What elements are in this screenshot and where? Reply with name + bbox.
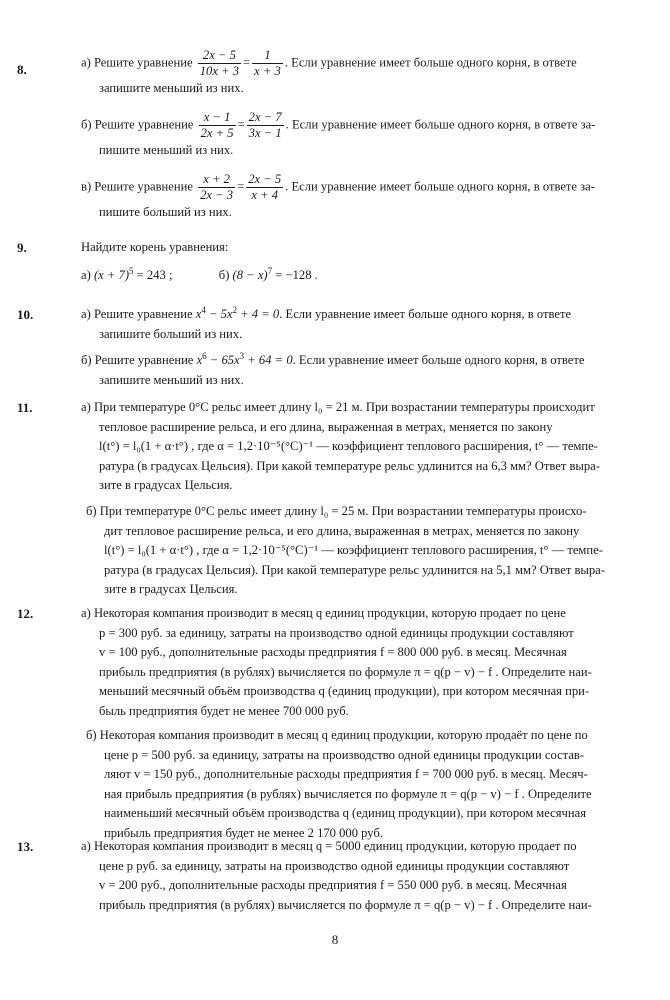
problem-9-items: а) $(x + 7)^5 = 243$ ; б) $(8 - x)^7 = -128$ . xyxy=(81,265,318,282)
problem-number: 10. xyxy=(17,307,34,322)
problem-8c-line2: пишите больший из них. xyxy=(99,205,232,219)
problem-11b: б) При температуре 0°C рельс имеет длину l₀ = 25 м. При возрастании температуры происхо- дит тепловое расширение рельса, и его длина, выраженная в метрах, меняется по закону l(t°) = l₀(1 + α·t°) , где α = 1,2·10⁻⁵(°C)⁻¹ — коэффициент теплового расширения, t° — темпе- ратура (в градусах Цельсия). При какой температуре рельс удлинится на 5,1 мм? Ответ выра- зите в градусах Цельсия. xyxy=(86,504,605,596)
problem-8b-line2: пишите меньший из них. xyxy=(99,143,234,157)
problem-12a: а) Некоторая компания производит в месяц q единиц продукции, которую продает по цене p = 300 руб. за единицу, затраты на производство одной единицы продукции составляют v = 100 руб., дополнительные расходы предприятия f = 800 000 руб. в месяц. Месячная прибыль предприятия (в рублях) вычисляется по формуле π = q(p − v) − f . Определите наи- меньший месячный объём производства q (единиц продукции), при котором месячная при- быль предприятия будет не менее 700 000 руб. xyxy=(81,606,592,718)
problem-number: 13. xyxy=(17,839,34,854)
problem-8a-line1: а) Решите уравнение $\frac{2x - 5}{10x + 3}$ = $\frac{1}{x + 3}$ . Если уравнение имеет больше одного корня, в ответе xyxy=(81,48,577,78)
fraction: $\frac{x + 2}{2x - 3}$ xyxy=(200,172,234,202)
problem-8b-line1: б) Решите уравнение $\frac{x - 1}{2x + 5}$ = $\frac{2x - 7}{3x - 1}$ . Если уравнение имеет больше одного корня, в ответе за- xyxy=(81,110,596,140)
problem-13a: а) Некоторая компания производит в месяц q = 5000 единиц продукции, которую продает по цене p руб. за единицу, затраты на производство одной единицы продукции составляют v = 200 руб., дополнительные расходы предприятия f = 550 000 руб. в месяц. Месячная прибыль предприятия (в рублях) вычисляется по формуле π = q(p − v) − f . Определите наи- xyxy=(81,839,592,912)
problem-12b: б) Некоторая компания производит в месяц q единиц продукции, которую продаёт по цене по цене p = 500 руб. за единицу, затраты на производство одной единицы продукции состав- ляют v = 150 руб., дополнительные расходы предприятия f = 700 000 руб. в месяц. Месяч- ная прибыль предприятия (в рублях) вычисляется по формуле π = q(p − v) − f . Определите наименьший месячный объём производства q (единиц продукции), при котором месячная прибыль предприятия будет не менее 2 170 000 руб. xyxy=(86,728,592,840)
fraction: $\frac{2x - 7}{3x - 1}$ xyxy=(248,110,282,140)
problem-9-text: Найдите корень уравнения: xyxy=(81,240,229,254)
problem-9-body xyxy=(81,238,641,285)
problem-8c xyxy=(81,172,641,223)
problem-8a-line2: запишите меньший из них. xyxy=(99,81,244,95)
page-number: 8 xyxy=(331,932,339,947)
problem-number: 11. xyxy=(17,400,33,415)
problem-10a: а) Решите уравнение $x^4 - 5x^2 + 4 = 0$. Если уравнение имеет больше одного корня, в ответе запишите больший из них. xyxy=(81,304,572,341)
problem-number: 9. xyxy=(17,240,27,255)
problem-number: 8. xyxy=(17,62,27,77)
problem-number: 12. xyxy=(17,606,34,621)
problem-8b xyxy=(81,110,641,161)
fraction: $\frac{2x - 5}{x + 4}$ xyxy=(248,172,282,202)
problem-10b: б) Решите уравнение $x^6 - 65x^3 + 64 = 0$. Если уравнение имеет больше одного корня, в ответе запишите меньший из них. xyxy=(81,350,585,387)
fraction: $\frac{x - 1}{2x + 5}$ xyxy=(200,110,234,140)
problem-11a: а) При температуре 0°C рельс имеет длину l₀ = 21 м. При возрастании температуры происходит тепловое расширение рельса, и его длина, выраженная в метрах, меняется по закону l(t°) = l₀(1 + α·t°) , где α = 1,2·10⁻⁵(°C)⁻¹ — коэффициент теплового расширения, t° — темпе- ратура (в градусах Цельсия). При какой температуре рельс удлинится на 6,3 мм? Ответ выра- зите в градусах Цельсия. xyxy=(81,400,600,492)
problem-8a xyxy=(81,48,641,99)
fraction: $\frac{1}{x + 3}$ xyxy=(254,48,281,78)
fraction: $\frac{2x - 5}{10x + 3}$ xyxy=(199,48,240,78)
problem-8c-line1: в) Решите уравнение $\frac{x + 2}{2x - 3}$ = $\frac{2x - 5}{x + 4}$ . Если уравнение имеет больше одного корня, в ответе за- xyxy=(81,172,595,202)
